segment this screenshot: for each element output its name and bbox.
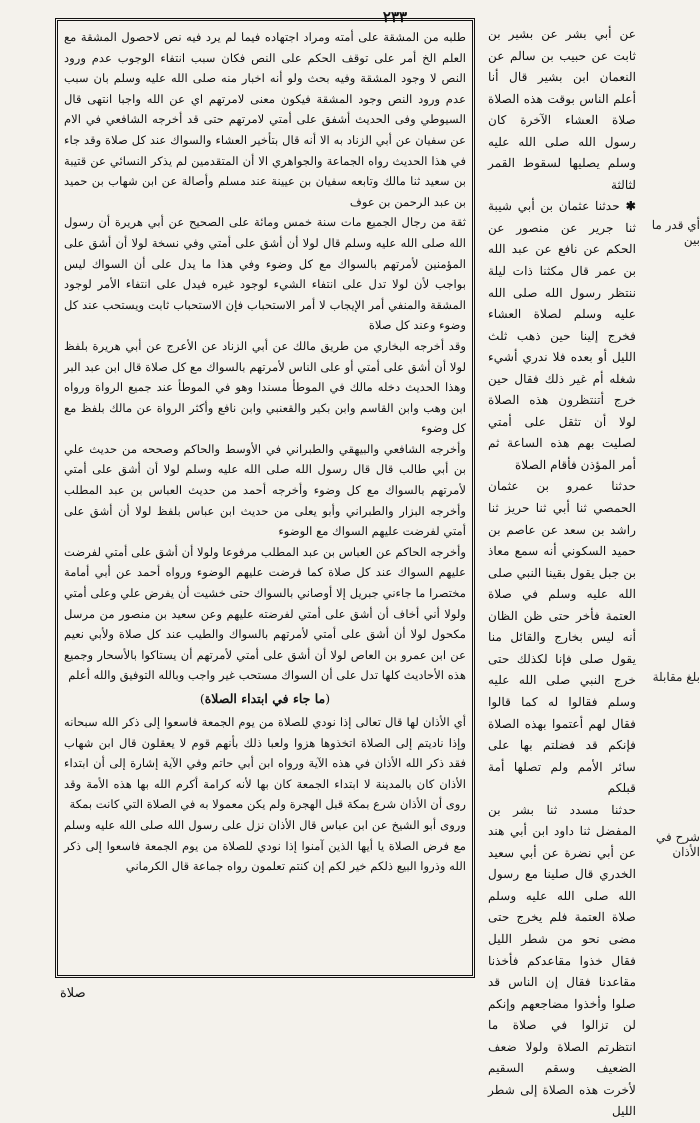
main-paragraph-4: وأخرجه الشافعي والبيهقي والطبراني في الأوسط والحاكم وصححه من حديث علي بن أبي طالب قال قال رسول الله صلى الله عليه وسلم لولا أن أشق على أمتي لأمرتهم بالسواك مع كل وضوء وأخرجه أحمد من حديث العباس بن عبد المطلب وأخرجه البزار والطبراني وأبو يعلى من حديث ابن عباس بلفظ لولا أن أشق على أمتي لفرضت عليهم السواك مع الوضوء: [64, 441, 466, 539]
side-paragraph-2: [488, 196, 636, 476]
main-commentary-frame: [55, 18, 475, 978]
section-paragraph-1: أي الأذان لها قال تعالى إذا نودي للصلاة من يوم الجمعة فاسعوا إلى ذكر الله سبحانه وإذا ناديتم إلى الصلاة اتخذوها هزوا ولعبا ذلك بأنهم قوم لا يعقلون قال ابن شهاب فقد ذكر الله الأذان في هذه الآية ورواه ابن أبي حاتم وفي الآية إشارة إلى أن ابتداء الأذان كان بالمدينة لا ابتداء الجمعة كان بها لأنه كرامة أكرم الله بها هذه الأمة وقد روى أن الأذان شرع بمكة قبل الهجرة ولم يكن معمولا به في الصلاة التي كانت بمكة: [64, 715, 466, 812]
heading-bracket-close: ): [199, 691, 205, 706]
star-mark: ✱: [619, 199, 636, 214]
margin-note-3: شرح في الأذان: [656, 830, 700, 859]
side-paragraph-2-text: حدثنا عثمان بن أبي شيبة ثنا جرير عن منصور عن الحكم عن نافع عن عبد الله بن عمر قال مكثنا ذات ليلة ننتظر رسول الله صلى الله عليه وسلم لصلاة العشاء فخرج إلينا حين ذهب ثلث الليل أو بعده فلا ندري أشيء شغله أم غير ذلك فقال حين خرج أتنتظرون هذه الصلاة لولا أن تثقل على أمتي لصليت بهم هذه الساعة ثم أمر المؤذن فأقام الصلاة: [488, 199, 636, 472]
margin-note-2: بلغ مقابلة: [652, 670, 700, 684]
side-paragraph-1: عن أبي بشر عن بشير بن ثابت عن حبيب بن سالم عن النعمان ابن بشير قال أنا أعلم الناس بوقت هذه الصلاة صلاة العشاء الآخرة كان رسول الله صلى الله عليه وسلم يصليها لسقوط القمر لثالثة: [488, 27, 636, 192]
main-paragraph-3: وقد أخرجه البخاري من طريق مالك عن أبي الزناد عن الأعرج عن أبي هريرة بلفظ لولا أن أشق على أمتي أو على الناس لأمرتهم بالسواك مع كل صلاة قال ابن عبد البر وهذا الحديث دخله مالك في الموطأ مسندا وهو في الموطأ عند جميع الرواة ورواه ابن وهب وابن القاسم وابن بكير والقعنبي وابن نافع وأكثر الرواة عن مالك بلفظ مع كل وضوء: [64, 338, 466, 436]
section-title: ما جاء في ابتداء الصلاة: [204, 691, 326, 706]
main-paragraph-2: ثقة من رجال الجميع مات سنة خمس ومائة على الصحيح عن أبي هريرة أن رسول الله صلى الله عليه وسلم قال لولا أن أشق على أمتي وفي نسخة لولا أن أشق على المؤمنين لأمرتهم بالسواك مع كل وضوء وفي هذا ما يدل على أن السواك ليس بواجب لأن لولا تدل على انتفاء الشيء لوجود غيره فيدل على انتفاء الأمر لوجود المشقة والمنفي أمر الإيجاب لا أمر الاستحباب فإن الاستحباب ثابت ويستحب عند كل وضوء وعند كل صلاة: [64, 215, 466, 333]
catchword: صلاة: [60, 986, 86, 1001]
section-heading: [64, 688, 466, 710]
margin-note-1: أي قدر ما بين: [651, 218, 700, 247]
side-paragraph-3: حدثنا عمرو بن عثمان الحمصي ثنا أبي ثنا حريز ثنا راشد بن سعد عن عاصم بن حميد السكوني أنه سمع معاذ بن جبل يقول بقينا النبي صلى الله عليه وسلم في صلاة العتمة فأخر حتى ظن الظان أنه ليس بخارج والقائل منا يقول صلى فإنا لكذلك حتى خرج النبي صلى الله عليه وسلم فقالوا له كما قالوا فقال لهم أعتموا بهذه الصلاة فإنكم قد فضلتم بها على سائر الأمم ولم تصلها أمة قبلكم: [488, 479, 636, 796]
main-commentary-text: [64, 27, 466, 877]
main-paragraph-1: طلبه من المشقة على أمته ومراد اجتهاده فيما لم يرد فيه نص لاحصول المشقة مع العلم الخ أمر على توقف الحكم على النص فكان سبب انتفاء الوجوب عدم ورود النص لا وجود المشقة وفيه بحث ولو أنه اخبار منه صلى الله عليه وسلم بان سبب عدم ورود النص وجود المشقة فيكون معنى لامرتهم اي عن الله واجبا انتهى قال السيوطي وفى الحديث أشفق على أمتي لامرتهم حتى قد أخرجه الشافعي في الام عن سفيان عن أبي الزناد به الا أنه قال بتأخير العشاء والسواك عند كل صلاة وقد جاء في هذا الحديث رواه الجماعة والجواهري الا أن المتقدمين لم يذكر النسائي عن قتيبة بن سعيد ثنا مالك وتابعه سفيان بن عيينة عند مسلم وأصالة عن ابن شهاب بن حميد بن عبد الرحمن بن عوف: [64, 30, 466, 209]
side-paragraph-4: حدثنا مسدد ثنا بشر بن المفضل ثنا داود ابن أبي هند عن أبي نضرة عن أبي سعيد الخدري قال صلينا مع رسول الله صلى الله عليه وسلم صلاة العتمة فلم يخرج حتى مضى نحو من شطر الليل فقال خذوا مقاعدكم فأخذنا مقاعدنا فقال إن الناس قد صلوا وأخذوا مضاجعهم وإنكم لن تزالوا في صلاة ما انتظرتم الصلاة ولولا ضعف الضعيف وسقم السقيم لأخرت هذه الصلاة إلى شطر الليل: [488, 802, 636, 1119]
hadith-text-column: [488, 24, 636, 1119]
section-paragraph-2: وروى أبو الشيخ عن ابن عباس قال الأذان نزل على رسول الله صلى الله عليه وسلم مع فرض الصلاة يا أيها الذين آمنوا إذا نودي للصلاة من يوم الجمعة فاسعوا إلى ذكر الله وذروا البيع ذلكم خير لكم إن كنتم تعلمون رواه جماعة قال الكرماني: [64, 817, 466, 874]
main-paragraph-5: وأخرجه الحاكم عن العباس بن عبد المطلب مرفوعا ولولا أن أشق على أمتي لفرضت عليهم السواك عند كل صلاة كما فرضت عليهم الوضوء ورواه أحمد عن أبي أمامة مختصرا ما جاءني جبريل إلا أوصاني بالسواك حتى خشيت أن يفرض علي وعلى أمتي ولولا أني أخاف أن أشق على أمتي لفرضته عليهم وعن سعيد بن منصور من مرسل مكحول لولا أن أشق على أمتي لأمرتهم بالسواك والطيب عند كل صلاة ولأبي نعيم عن ابن عمرو بن العاص لولا أن أشق على أمتي لأمرتهم أن يستاكوا بالأسحار وجميع هذه الأحاديث كلها تدل على أن السواك مستحب غير واجب وبالله التوفيق والله أعلم: [64, 544, 466, 683]
heading-bracket-open: (: [325, 691, 331, 706]
page-number: ٢٣٣: [382, 8, 408, 26]
